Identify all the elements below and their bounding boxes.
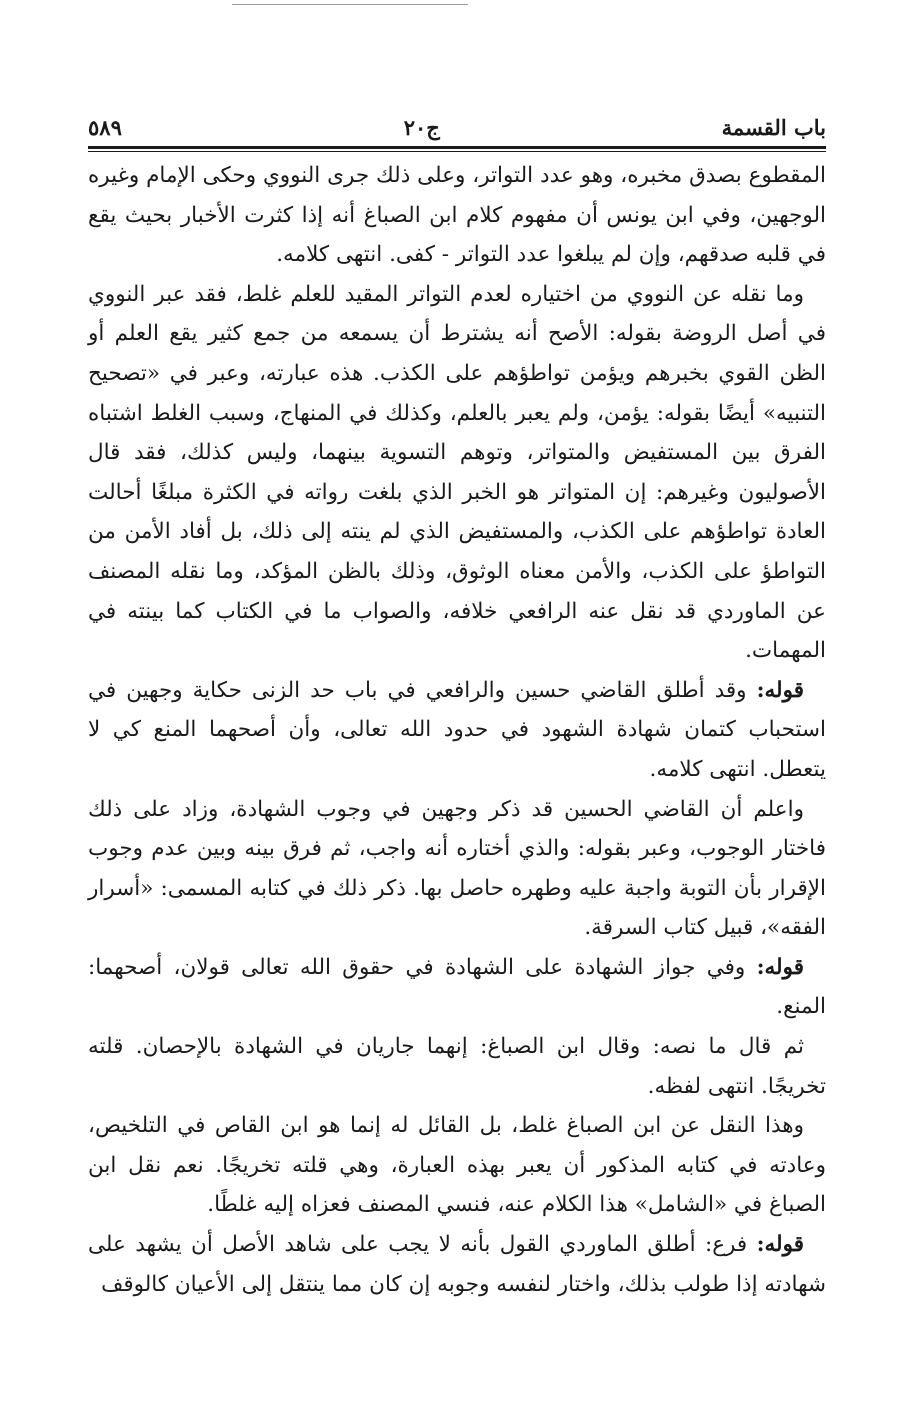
- paragraph-text: وقد أطلق القاضي حسين والرافعي في باب حد الزنى حكاية وجهين في استحباب كتمان شهادة الشهود في حدود الله تعالى، وأن أصحهما المنع كي لا يتعطل. انتهى كلامه.: [88, 677, 826, 782]
- chapter-title: باب القسمة: [721, 115, 826, 140]
- paragraph: [88, 671, 826, 790]
- paragraph-text: فرع: أطلق الماوردي القول بأنه لا يجب على شاهد الأصل أن يشهد على شهادته إذا طولب بذلك، واختار لنفسه وجوبه إن كان مما ينتقل إلى الأعيان كالوقف: [88, 1232, 826, 1297]
- paragraph-text: وفي جواز الشهادة على الشهادة في حقوق الله تعالى قولان، أصحهما: المنع.: [88, 954, 826, 1020]
- volume-number: ج٢٠: [403, 115, 440, 140]
- paragraph: [88, 948, 826, 1027]
- paragraph-text: وهذا النقل عن ابن الصباغ غلط، بل القائل له إنما هو ابن القاص في التلخيص، وعادته في كتابه المذكور أن يعبر بهذه العبارة، وهي قلته تخريجًا. نعم نقل ابن الصباغ في «الشامل» هذا الكلام عنه، فنسي المصنف فعزاه إليه غلطًا.: [88, 1113, 826, 1218]
- qawl-lead: قوله:: [756, 954, 804, 980]
- paragraph: [88, 275, 826, 671]
- paragraph: [88, 790, 826, 948]
- paragraph: [88, 1225, 826, 1304]
- page-number: ٥٨٩: [88, 115, 122, 140]
- paragraph: [88, 156, 826, 275]
- running-header: [88, 96, 826, 140]
- qawl-lead: قوله:: [756, 1232, 804, 1258]
- text-body: [88, 156, 826, 1304]
- paragraph: [88, 1027, 826, 1106]
- header-rule-thin: [88, 151, 826, 152]
- book-page: [88, 96, 826, 1304]
- paragraph-text: وما نقله عن النووي من اختياره لعدم التواتر المقيد للعلم غلط، فقد عبر النووي في أصل الروضة بقوله: الأصح أنه يشترط أن يسمعه من جمع كثير يقع العلم أو الظن القوي بخبرهم ويؤمن تواطؤهم على الكذب. هذه عبارته، وعبر في «تصحيح التنبيه» أيضًا بقوله: يؤمن، ولم يعبر بالعلم، وكذلك في المنهاج، وسبب الغلط اشتباه الفرق بين المستفيض والمتواتر، وتوهم التسوية بينهما، وليس كذلك، فقد قال الأصوليون وغيرهم: إن المتواتر هو الخبر الذي بلغت رواته في الكثرة مبلغًا أحالت العادة تواطؤهم على الكذب، والمستفيض الذي لم ينته إلى ذلك، بل أفاد الأمن من التواطؤ على الكذب، والأمن معناه الوثوق، وذلك بالظن المؤكد، وما نقله المصنف عن الماوردي قد نقل عنه الرافعي خلافه، والصواب ما في الكتاب كما بينته في المهمات.: [88, 281, 826, 664]
- paragraph-text: واعلم أن القاضي الحسين قد ذكر وجهين في وجوب الشهادة، وزاد على ذلك فاختار الوجوب، وعبر بقوله: والذي أختاره أنه واجب، ثم فرق بينه وبين عدم وجوب الإقرار بأن التوبة واجبة عليه وطهره حاصل بها. ذكر ذلك في كتابه المسمى: «أسرار الفقه»، قبيل كتاب السرقة.: [88, 796, 826, 941]
- header-rule-thick: [88, 146, 826, 149]
- paragraph: [88, 1106, 826, 1225]
- top-decorative-line: [232, 4, 468, 5]
- qawl-lead: قوله:: [756, 677, 804, 703]
- paragraph-text: المقطوع بصدق مخبره، وهو عدد التواتر، وعلى ذلك جرى النووي وحكى الإمام وغيره الوجهين، وفي ابن يونس أن مفهوم كلام ابن الصباغ أنه إذا كثرت الأخبار بحيث يقع في قلبه صدقهم، وإن لم يبلغوا عدد التواتر - كفى. انتهى كلامه.: [88, 163, 826, 268]
- paragraph-text: ثم قال ما نصه: وقال ابن الصباغ: إنهما جاريان في الشهادة بالإحصان. قلته تخريجًا. انتهى لفظه.: [88, 1034, 826, 1099]
